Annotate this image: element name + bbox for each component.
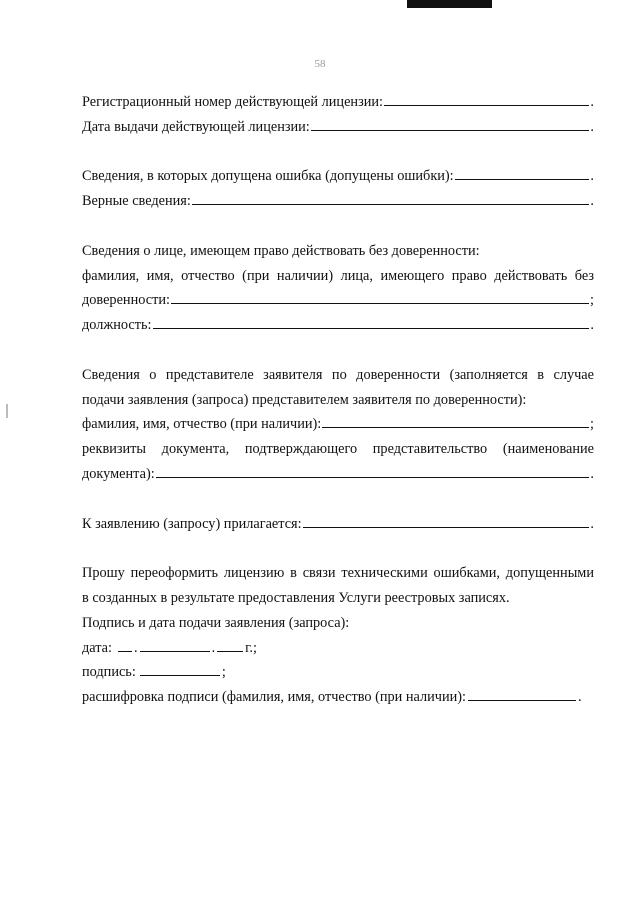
punct: . bbox=[590, 193, 594, 210]
rep-heading-line1: Сведения о представителе заявителя по доверенности (заполняется в случае bbox=[82, 366, 594, 383]
attachments-field[interactable] bbox=[303, 512, 590, 528]
rep-doc-field[interactable] bbox=[156, 462, 590, 478]
wrong-info-field[interactable] bbox=[455, 164, 590, 180]
date-day-field[interactable] bbox=[118, 636, 132, 652]
rep-doc-row bbox=[82, 462, 594, 487]
correct-info-label: Верные сведения: bbox=[82, 193, 191, 210]
punct: . bbox=[590, 94, 594, 110]
application-form bbox=[82, 90, 594, 710]
correct-info-field[interactable] bbox=[192, 189, 590, 205]
person-position-row bbox=[82, 313, 594, 338]
rep-name-field[interactable] bbox=[322, 412, 589, 428]
reg-number-label: Регистрационный номер действующей лицензии: bbox=[82, 94, 384, 110]
request-line2: в созданных в результате предоставления Услуги реестровых записях. bbox=[82, 589, 510, 606]
correct-info-row bbox=[82, 189, 594, 214]
person-name-line: фамилия, имя, отчество (при наличии) лица, имеющего право действовать без bbox=[82, 267, 594, 284]
person-name-row bbox=[82, 288, 594, 313]
punct: ; bbox=[590, 292, 594, 309]
request-line1: Прошу переоформить лицензию в связи техническими ошибками, допущенными bbox=[82, 565, 594, 582]
scan-margin-mark bbox=[6, 404, 8, 418]
person-position-label: должность: bbox=[82, 317, 152, 334]
rep-name-row bbox=[82, 412, 594, 437]
punct: ; bbox=[590, 416, 594, 433]
signature-heading: Подпись и дата подачи заявления (запроса): bbox=[82, 614, 350, 631]
decode-label: расшифровка подписи (фамилия, имя, отчество (при наличии): bbox=[82, 689, 466, 706]
attachments-row bbox=[82, 512, 594, 537]
attachments-label: К заявлению (запросу) прилагается: bbox=[82, 515, 302, 532]
date-year-field[interactable] bbox=[217, 636, 243, 652]
issue-date-field[interactable] bbox=[311, 115, 590, 131]
punct: . bbox=[590, 465, 594, 482]
person-name-label: доверенности: bbox=[82, 292, 170, 309]
punct: . bbox=[211, 639, 216, 656]
issue-date-row bbox=[82, 115, 594, 140]
reg-number-field[interactable] bbox=[384, 90, 589, 106]
date-label: дата: bbox=[82, 639, 112, 656]
wrong-info-row bbox=[82, 164, 594, 189]
decode-row bbox=[82, 685, 594, 710]
page-number: 58 bbox=[314, 58, 326, 70]
punct: . bbox=[134, 639, 138, 656]
issue-date-label: Дата выдачи действующей лицензии: bbox=[82, 118, 310, 135]
punct: . bbox=[590, 168, 594, 185]
scan-top-mark bbox=[407, 0, 492, 8]
punct: ; bbox=[221, 664, 226, 681]
rep-heading-line2: подачи заявления (запроса) представителем заявителя по доверенности): bbox=[82, 391, 527, 408]
person-position-field[interactable] bbox=[153, 313, 590, 329]
rep-name-label: фамилия, имя, отчество (при наличии): bbox=[82, 416, 322, 433]
signature-field[interactable] bbox=[140, 660, 220, 676]
signature-label: подпись: bbox=[82, 664, 136, 681]
punct: . bbox=[590, 515, 594, 532]
date-year-suffix: г.; bbox=[245, 639, 257, 656]
reg-number-row bbox=[82, 90, 594, 115]
date-month-field[interactable] bbox=[140, 636, 210, 652]
decode-field[interactable] bbox=[468, 685, 576, 701]
punct: . bbox=[590, 118, 594, 135]
punct: . bbox=[577, 689, 582, 706]
person-heading: Сведения о лице, имеющем право действовать без доверенности: bbox=[82, 242, 480, 259]
date-row bbox=[82, 636, 594, 661]
signature-row bbox=[82, 660, 594, 685]
punct: . bbox=[590, 317, 594, 334]
rep-doc-label: документа): bbox=[82, 465, 155, 482]
rep-doc-line: реквизиты документа, подтверждающего представительство (наименование bbox=[82, 441, 594, 458]
person-name-field[interactable] bbox=[171, 288, 589, 304]
wrong-info-label: Сведения, в которых допущена ошибка (допущены ошибки): bbox=[82, 168, 454, 185]
